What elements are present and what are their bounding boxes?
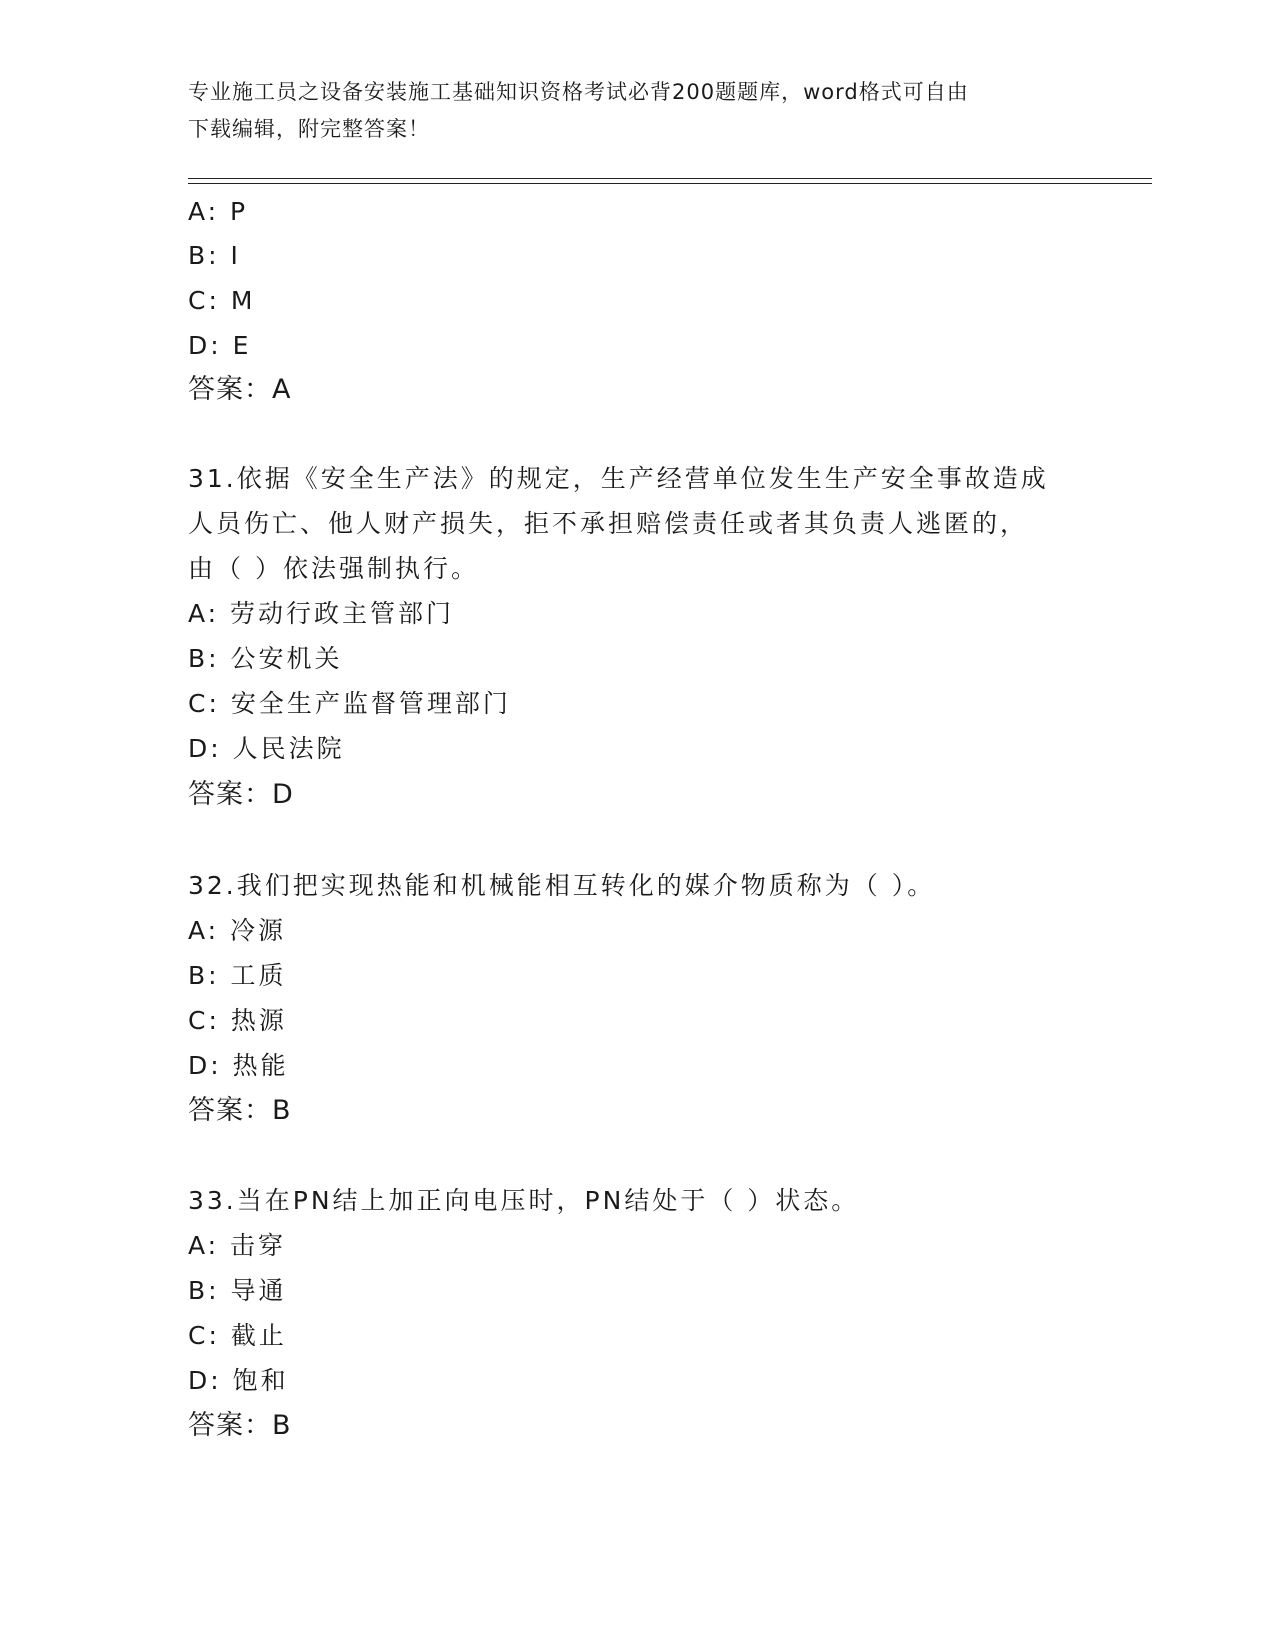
header-divider-bottom (188, 183, 1152, 184)
q30-answer: 答案：A (188, 374, 292, 405)
q30-option-a: A: P (188, 197, 249, 226)
q33-option-b: B: 导通 (188, 1276, 287, 1305)
q30-option-d: D: E (188, 331, 252, 360)
q32-option-d: D: 热能 (188, 1051, 289, 1080)
q31-answer: 答案：D (188, 779, 294, 810)
q32-option-b: B: 工质 (188, 961, 287, 990)
q31-option-a: A: 劳动行政主管部门 (188, 599, 455, 628)
q33-option-a: A: 击穿 (188, 1231, 287, 1260)
q33-option-c: C: 截止 (188, 1321, 287, 1350)
q32-stem-line-1: 32.我们把实现热能和机械能相互转化的媒介物质称为（ ）。 (188, 871, 936, 900)
q30-option-c: C: M (188, 286, 256, 315)
header-line-1: 专业施工员之设备安装施工基础知识资格考试必背200题题库，word格式可自由 (188, 80, 969, 104)
q32-option-a: A: 冷源 (188, 916, 287, 945)
q33-option-d: D: 饱和 (188, 1366, 289, 1395)
header-divider-top (188, 178, 1152, 179)
q31-option-d: D: 人民法院 (188, 734, 345, 763)
q33-stem-line-1: 33.当在PN结上加正向电压时，PN结处于（ ）状态。 (188, 1186, 860, 1215)
document-header (188, 74, 1088, 148)
q30-option-b: B: I (188, 241, 241, 270)
q33-answer: 答案：B (188, 1410, 292, 1441)
q32-option-c: C: 热源 (188, 1006, 287, 1035)
q31-option-b: B: 公安机关 (188, 644, 343, 673)
q31-stem-line-3: 由（ ）依法强制执行。 (188, 554, 479, 583)
header-line-2: 下载编辑，附完整答案！ (188, 117, 430, 141)
q31-stem-line-1: 31.依据《安全生产法》的规定，生产经营单位发生生产安全事故造成 (188, 464, 1049, 493)
q31-option-c: C: 安全生产监督管理部门 (188, 689, 511, 718)
q31-stem-line-2: 人员伤亡、他人财产损失，拒不承担赔偿责任或者其负责人逃匿的， (188, 509, 1029, 538)
q32-answer: 答案：B (188, 1095, 292, 1126)
